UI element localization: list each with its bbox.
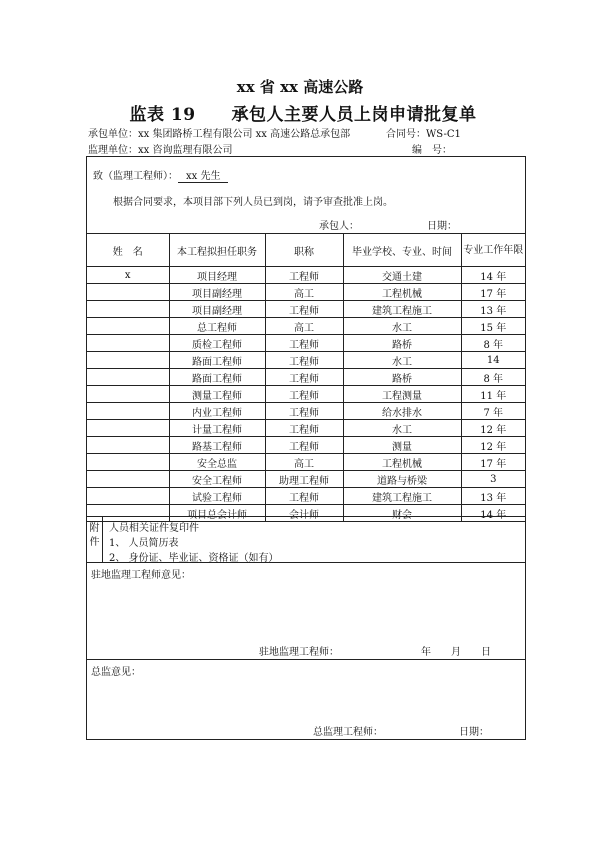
chief-sign-label[interactable]: 总监理工程师： [313,727,383,738]
cell-school[interactable]: 路桥 [343,369,461,386]
cell-school[interactable]: 测量 [343,437,461,454]
contractor-line [88,125,350,140]
addressee-line [93,167,228,182]
project-title: xx 省 xx 高速公路 [236,78,364,96]
cell-position[interactable]: 安全总监 [169,454,265,471]
chief-date-label[interactable]: 日期： [459,727,489,738]
cell-name[interactable] [87,471,169,488]
resident-opinion-label: 驻地监理工程师意见： [91,570,191,581]
cell-years[interactable]: 17 年 [461,454,525,471]
cell-position[interactable]: 质检工程师 [169,335,265,352]
cell-name[interactable] [87,301,169,318]
cell-name[interactable] [87,454,169,471]
cell-name[interactable] [87,437,169,454]
cell-title[interactable]: 工程师 [265,437,343,454]
table-row [87,386,525,403]
cell-years[interactable]: 7 年 [461,403,525,420]
form-name: 承包人主要人员上岗申请批复单 [231,105,477,125]
table-row [87,352,525,369]
attachment-item-2: 2、 身份证、毕业证、资格证（如有） [109,553,279,564]
cell-school[interactable]: 建筑工程施工 [343,488,461,505]
approval-form [86,156,526,740]
attachment-item-1: 1、 人员简历表 [109,538,179,549]
supervisor-label: 监理单位： [88,145,138,156]
cell-title[interactable]: 高工 [265,454,343,471]
cell-years[interactable]: 17 年 [461,284,525,301]
cell-position[interactable]: 项目副经理 [169,284,265,301]
col-years-header: 专业工作年限 [461,234,525,267]
cell-name[interactable] [87,488,169,505]
col-school-header: 毕业学校、专业、时间 [343,234,461,267]
cell-school[interactable]: 交通土建 [343,267,461,284]
cell-position[interactable]: 路面工程师 [169,352,265,369]
contract-no-label: 合同号： [386,129,426,140]
cell-title[interactable]: 工程师 [265,267,343,284]
table-row [87,454,525,471]
cell-years[interactable]: 12 年 [461,420,525,437]
cell-years[interactable]: 13 年 [461,301,525,318]
table-row [87,335,525,352]
serial-label: 编 号： [412,145,452,156]
attachment-label: 附件 [87,516,103,562]
cell-title[interactable]: 工程师 [265,403,343,420]
personnel-table-body [87,267,525,522]
cell-years[interactable]: 12 年 [461,437,525,454]
cell-school[interactable]: 水工 [343,318,461,335]
cell-school[interactable]: 工程机械 [343,284,461,301]
col-name-header: 姓 名 [87,234,169,267]
cell-title[interactable]: 工程师 [265,335,343,352]
resident-opinion-field[interactable] [91,581,521,637]
personnel-table [87,233,525,522]
cell-school[interactable]: 水工 [343,352,461,369]
table-row [87,420,525,437]
cell-years[interactable]: 8 年 [461,369,525,386]
chief-opinion-field[interactable] [91,678,521,718]
cell-years[interactable]: 13 年 [461,488,525,505]
cell-position[interactable]: 试验工程师 [169,488,265,505]
cell-title[interactable]: 高工 [265,318,343,335]
cell-school[interactable]: 道路与桥梁 [343,471,461,488]
cell-years[interactable]: 14 年 [461,505,525,522]
table-row [87,318,525,335]
cell-name[interactable] [87,335,169,352]
cell-title[interactable]: 工程师 [265,420,343,437]
resident-date[interactable]: 年 月 日 [421,647,491,658]
cell-position[interactable]: 路面工程师 [169,369,265,386]
cell-school[interactable]: 工程机械 [343,454,461,471]
table-header-row [87,234,525,267]
cell-title[interactable]: 会计师 [265,505,343,522]
cell-title[interactable]: 助理工程师 [265,471,343,488]
supervisor-value: xx 咨询监理有限公司 [138,145,233,156]
addressee-label: 致（监理工程师）： [93,171,178,182]
request-date-label[interactable]: 日期： [427,221,457,232]
cell-name[interactable] [87,284,169,301]
cell-years[interactable]: 14 年 [461,267,525,284]
table-row [87,488,525,505]
cell-title[interactable]: 工程师 [265,369,343,386]
table-row [87,267,525,284]
cell-title[interactable]: 工程师 [265,352,343,369]
cell-name[interactable] [87,369,169,386]
contract-no-line [386,125,461,140]
cell-position[interactable]: 安全工程师 [169,471,265,488]
cell-position[interactable]: 内业工程师 [169,403,265,420]
cell-years[interactable]: 15 年 [461,318,525,335]
contractor-value: xx 集团路桥工程有限公司 xx 高速公路总承包部 [138,129,351,140]
contract-no-value: WS-C1 [426,129,461,140]
cell-position[interactable]: 总工程师 [169,318,265,335]
resident-sign-label[interactable]: 驻地监理工程师： [259,647,339,658]
table-row [87,437,525,454]
cell-position[interactable]: 计量工程师 [169,420,265,437]
chief-opinion-label: 总监意见： [91,667,141,678]
supervisor-line [88,141,232,156]
attachment-title: 人员相关证件复印件 [109,523,199,534]
cell-position[interactable]: 路基工程师 [169,437,265,454]
cell-years[interactable]: 8 年 [461,335,525,352]
cell-school[interactable]: 路桥 [343,335,461,352]
table-row [87,471,525,488]
cell-title[interactable]: 高工 [265,284,343,301]
cell-title[interactable]: 工程师 [265,386,343,403]
cell-title[interactable]: 工程师 [265,488,343,505]
cell-position[interactable]: 测量工程师 [169,386,265,403]
request-body: 根据合同要求，本项目部下列人员已到岗，请予审查批准上岗。 [113,197,393,208]
cell-name[interactable]: x [87,267,169,284]
cell-school[interactable]: 工程测量 [343,386,461,403]
cell-years[interactable]: 3 [461,471,525,488]
cell-school[interactable]: 水工 [343,420,461,437]
table-row [87,369,525,386]
cell-years[interactable]: 14 [461,352,525,369]
cell-name[interactable] [87,318,169,335]
form-title [0,100,600,125]
addressee-value[interactable]: xx 先生 [178,171,228,183]
table-row [87,301,525,318]
cell-name[interactable] [87,403,169,420]
form-code: 监表 19 [129,105,196,125]
applicant-label[interactable]: 承包人： [319,221,359,232]
table-row [87,403,525,420]
col-title-header: 职称 [265,234,343,267]
cell-name[interactable] [87,352,169,369]
cell-school[interactable]: 财会 [343,505,461,522]
cell-years[interactable]: 11 年 [461,386,525,403]
table-row [87,284,525,301]
cell-position[interactable]: 项目总会计师 [169,505,265,522]
cell-title[interactable]: 工程师 [265,301,343,318]
cell-position[interactable]: 项目副经理 [169,301,265,318]
cell-name[interactable] [87,420,169,437]
cell-school[interactable]: 给水排水 [343,403,461,420]
col-position-header: 本工程拟担任职务 [169,234,265,267]
cell-name[interactable] [87,386,169,403]
contractor-label: 承包单位： [88,129,138,140]
cell-position[interactable]: 项目经理 [169,267,265,284]
cell-school[interactable]: 建筑工程施工 [343,301,461,318]
